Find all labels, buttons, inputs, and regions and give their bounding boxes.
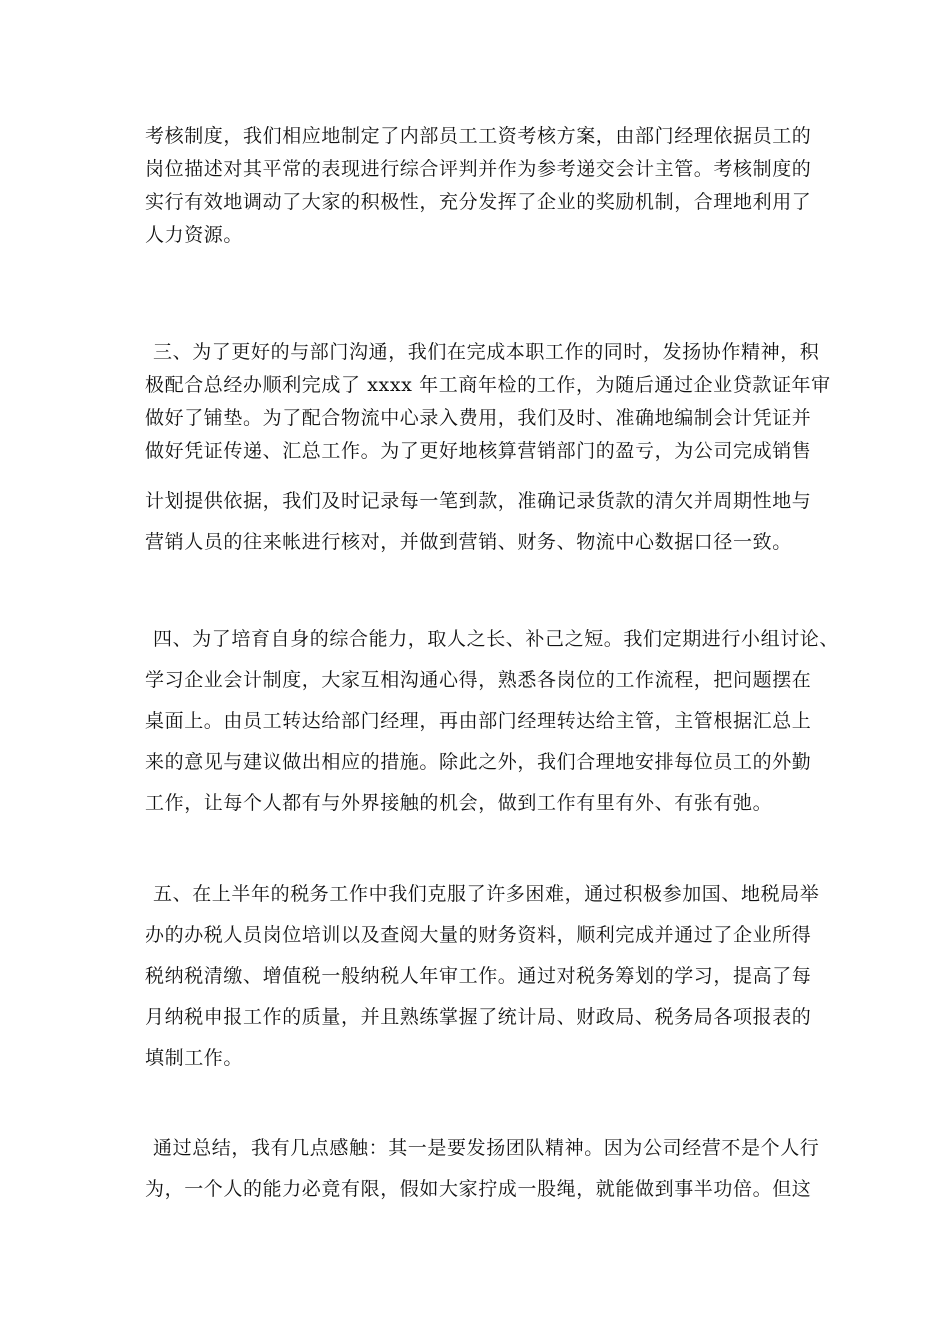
text-line: 做好凭证传递、汇总工作。为了更好地核算营销部门的盈亏，为公司完成销售 bbox=[145, 440, 812, 462]
text-line: 桌面上。由员工转达给部门经理，再由部门经理转达给主管，主管根据汇总上 bbox=[145, 710, 812, 732]
text-line: 四、为了培育自身的综合能力，取人之长、补己之短。我们定期进行小组讨论、 bbox=[153, 628, 840, 650]
text-line: 三、为了更好的与部门沟通，我们在完成本职工作的同时，发扬协作精神，积 bbox=[153, 341, 820, 363]
text-line: 做好了铺垫。为了配合物流中心录入费用，我们及时、准确地编制会计凭证并 bbox=[145, 407, 812, 429]
text-line: 计划提供依据，我们及时记录每一笔到款，准确记录货款的清欠并周期性地与 bbox=[145, 490, 812, 512]
text-line: 岗位描述对其平常的表现进行综合评判并作为参考递交会计主管。考核制度的 bbox=[145, 158, 812, 180]
text-line: 为，一个人的能力必竟有限，假如大家拧成一股绳，就能做到事半功倍。但这 bbox=[145, 1178, 812, 1200]
text-line: 极配合总经办顺利完成了 xxxx 年工商年检的工作，为随后通过企业贷款证年审 bbox=[145, 374, 831, 396]
text-line: 学习企业会计制度，大家互相沟通心得，熟悉各岗位的工作流程，把问题摆在 bbox=[145, 669, 812, 691]
text-line: 月纳税申报工作的质量，并且熟练掌握了统计局、财政局、税务局各项报表的 bbox=[145, 1006, 812, 1028]
text-line: 人力资源。 bbox=[145, 224, 244, 246]
text-line: 通过总结，我有几点感触：其一是要发扬团队精神。因为公司经营不是个人行 bbox=[153, 1137, 820, 1159]
text-line: 来的意见与建议做出相应的措施。除此之外，我们合理地安排每位员工的外勤 bbox=[145, 751, 812, 773]
text-line: 工作，让每个人都有与外界接触的机会，做到工作有里有外、有张有弛。 bbox=[145, 792, 773, 814]
text-line: 填制工作。 bbox=[145, 1047, 244, 1069]
text-line: 五、在上半年的税务工作中我们克服了许多困难，通过积极参加国、地税局举 bbox=[153, 883, 820, 905]
text-line: 实行有效地调动了大家的积极性，充分发挥了企业的奖励机制，合理地利用了 bbox=[145, 191, 812, 213]
text-line: 营销人员的往来帐进行核对，并做到营销、财务、物流中心数据口径一致。 bbox=[145, 531, 792, 553]
text-line: 办的办税人员岗位培训以及查阅大量的财务资料，顺利完成并通过了企业所得 bbox=[145, 924, 812, 946]
text-line: 税纳税清缴、增值税一般纳税人年审工作。通过对税务筹划的学习，提高了每 bbox=[145, 965, 812, 987]
text-line: 考核制度，我们相应地制定了内部员工工资考核方案，由部门经理依据员工的 bbox=[145, 125, 812, 147]
